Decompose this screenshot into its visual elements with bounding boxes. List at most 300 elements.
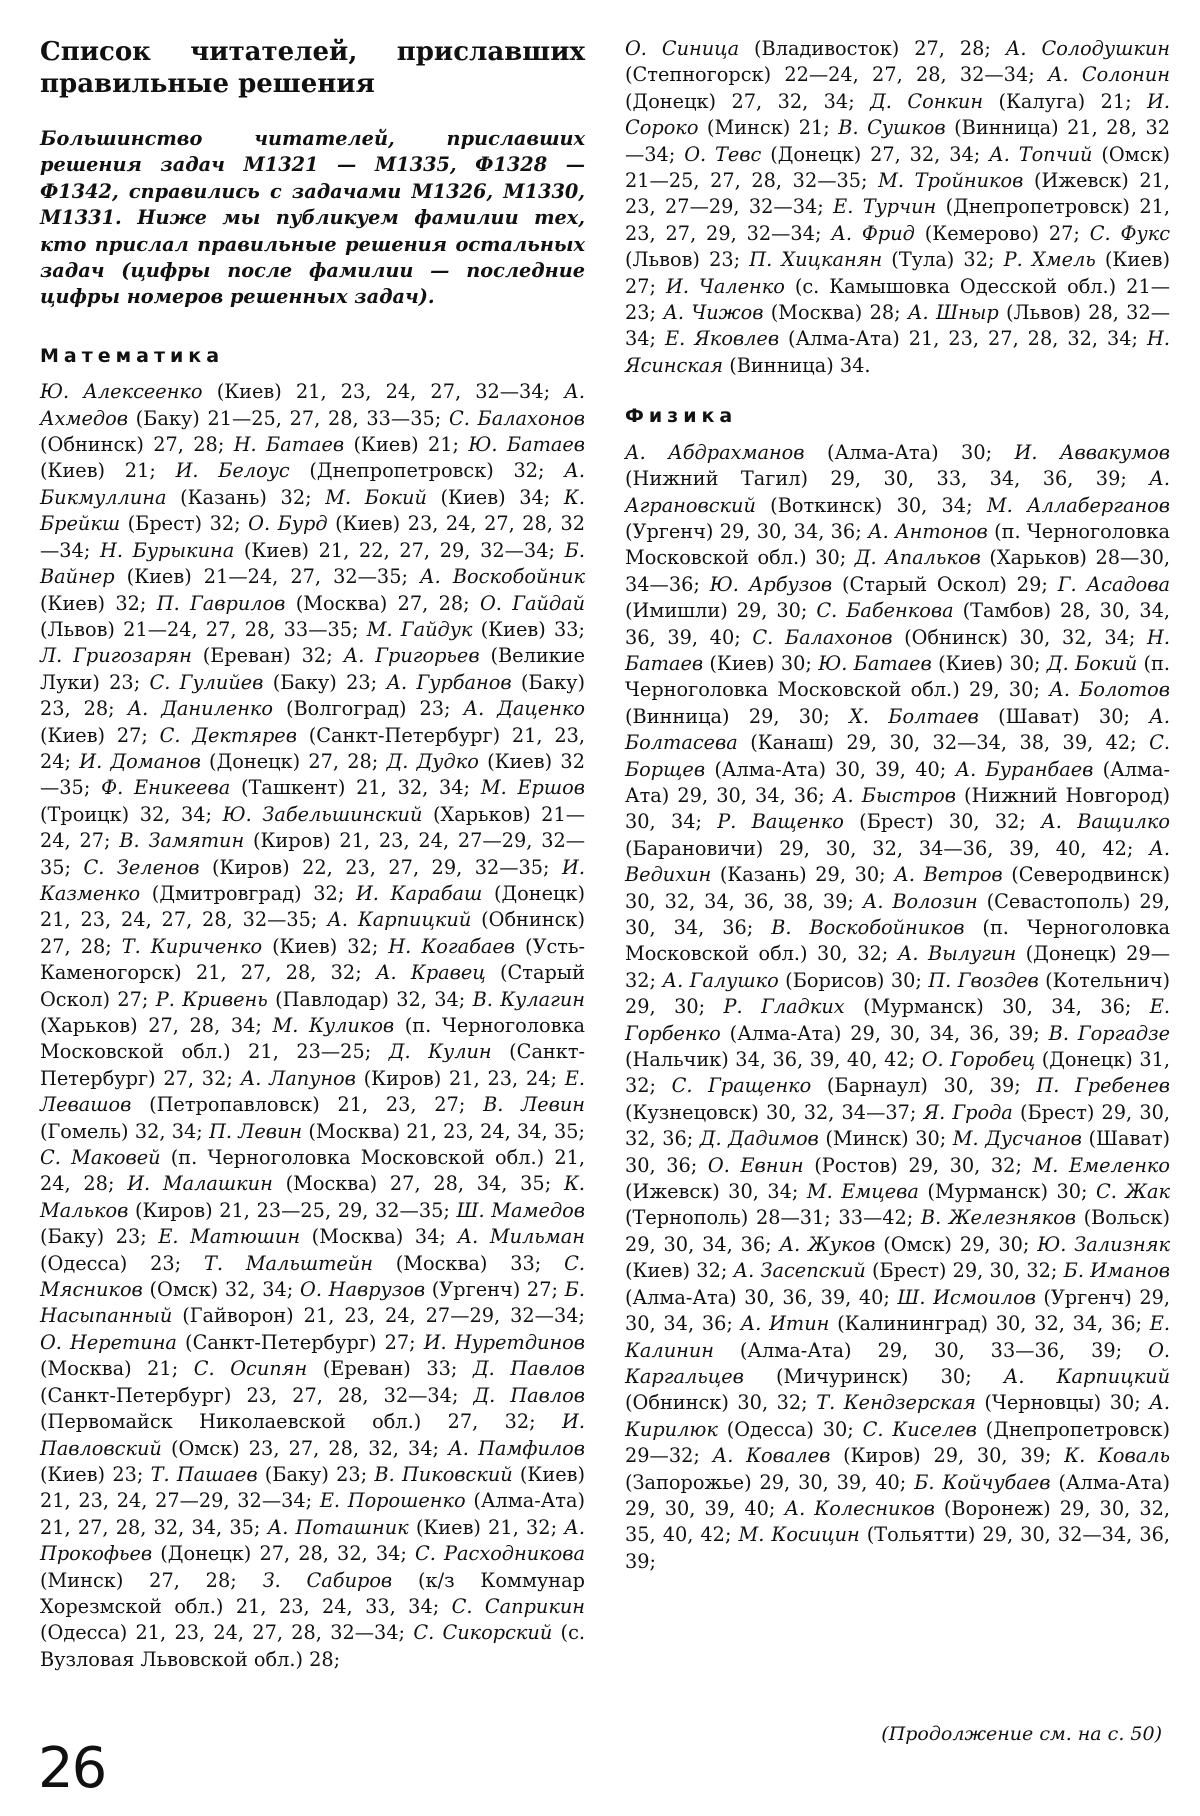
- reader-name: Ф. Еникеева: [101, 776, 231, 800]
- reader-entry: [662, 969, 928, 992]
- reader-details: (Петропавловск) 21, 23, 27;: [131, 1093, 484, 1117]
- reader-name: А. Поташник: [267, 1515, 409, 1539]
- reader-details: (Донецк) 21, 23, 24, 27, 28, 32—35;: [40, 881, 586, 932]
- reader-entry: [241, 1067, 565, 1090]
- reader-entry: [127, 1172, 564, 1195]
- reader-details: (Днепропетровск) 32;: [289, 459, 565, 483]
- reader-details: (с. Камышовка Одесской обл.) 21—23;: [625, 274, 1170, 325]
- reader-details: (п. Черноголовка Московской обл.) 21, 23—25;: [40, 1014, 585, 1064]
- reader-details: (с. Вузловая Львовской обл.) 28;: [40, 1621, 586, 1671]
- reader-details: (Ургенч) 29, 30, 34, 36;: [625, 519, 868, 543]
- reader-name: С. Саприкин: [451, 1594, 585, 1618]
- reader-name: Е. Турчин: [833, 195, 937, 219]
- reader-details: (Ургенч) 27;: [425, 1278, 565, 1302]
- reader-details: (Баку) 23;: [257, 1462, 375, 1486]
- reader-details: (Тамбов) 28, 30, 34, 36, 39, 40;: [625, 599, 1170, 649]
- reader-name: М. Тройников: [878, 169, 1024, 193]
- reader-name: А. Гурбанов: [386, 670, 512, 694]
- reader-name: А. Жуков: [779, 1232, 876, 1256]
- reader-details: (Днепропетровск) 21, 23, 27, 29, 32—34;: [625, 195, 1170, 245]
- reader-details: (Барановичи) 29, 30, 32, 34—36, 39, 40, 42;: [625, 836, 1150, 860]
- reader-details: (Минск) 27, 28;: [40, 1568, 263, 1592]
- reader-entry: [268, 1516, 565, 1539]
- reader-entry: [665, 327, 1147, 350]
- reader-details: (Казань) 32;: [166, 485, 326, 509]
- reader-details: (Обнинск) 30, 32, 34;: [892, 625, 1148, 649]
- reader-name: О. Наврузов: [300, 1278, 426, 1302]
- reader-entry: [325, 486, 564, 509]
- reader-details: (Винница) 21, 28, 32—34;: [625, 116, 1170, 166]
- reader-details: (Шават) 30, 36;: [625, 1127, 1171, 1177]
- reader-name: Д. Павлов: [472, 1357, 586, 1381]
- reader-name: Н. Батаев: [233, 433, 345, 457]
- reader-details: (Алма-Ата) 21, 23, 27, 28, 32, 34;: [779, 327, 1148, 351]
- continuation-note: (Продолжение см. на с. 50): [881, 1723, 1162, 1745]
- reader-details: (Киров) 21, 23, 24;: [355, 1066, 565, 1090]
- reader-name: Ю. Батаев: [818, 651, 932, 675]
- reader-name: Б. Насыпанный: [40, 1278, 585, 1328]
- reader-name: В. Железняков: [920, 1206, 1076, 1230]
- reader-details: (Алма-Ата) 29, 30, 34, 36;: [625, 757, 1170, 807]
- reader-name: С. Фукс: [1089, 221, 1171, 245]
- math-list-continued: [625, 36, 1170, 379]
- reader-name: Б. Иманов: [1063, 1259, 1170, 1283]
- reader-details: (Санкт-Петербург) 27, 32;: [40, 1040, 586, 1090]
- reader-name: М. Бокий: [325, 485, 427, 509]
- reader-name: П. Гаврилов: [156, 591, 286, 615]
- reader-details: (Омск) 21—25, 27, 28, 32—35;: [625, 142, 1171, 193]
- reader-name: А. Бикмуллина: [40, 459, 585, 509]
- reader-entry: [752, 626, 1147, 649]
- reader-entry: [684, 143, 989, 166]
- reader-entry: [625, 441, 1015, 464]
- reader-details: (Ижевск) 30, 34;: [625, 1180, 807, 1204]
- reader-name: А. Памфилов: [448, 1436, 585, 1460]
- reader-name: О. Синица: [625, 37, 740, 60]
- reader-entry: [708, 1154, 1033, 1177]
- reader-details: (Шават) 30;: [978, 704, 1150, 728]
- reader-entry: [749, 248, 1003, 271]
- reader-details: (Брест) 29, 30, 32, 36;: [625, 1100, 1170, 1151]
- reader-name: Р. Кривень: [155, 987, 268, 1011]
- reader-name: А. Шныр: [907, 301, 999, 325]
- reader-details: (Киев) 21, 23, 24, 27, 32—34;: [202, 380, 565, 404]
- reader-name: М. Аллаберганов: [986, 493, 1170, 517]
- reader-details: (Калуга) 21;: [983, 89, 1148, 113]
- reader-name: Д. Павлов: [473, 1383, 585, 1407]
- reader-name: С. Киселев: [862, 1417, 977, 1441]
- reader-details: (Одесса) 30;: [717, 1417, 863, 1441]
- reader-name: В. Воскобойников: [771, 916, 965, 939]
- reader-details: (Алма-Ата) 29, 30, 39, 40;: [625, 1470, 1170, 1520]
- reader-details: (Гайворон) 21, 23, 24, 27—29, 32—34;: [172, 1304, 585, 1328]
- reader-details: (Москва) 34;: [300, 1225, 458, 1249]
- reader-name: С. Гулийев: [149, 670, 264, 694]
- reader-name: Н. Ясинская: [625, 327, 1170, 377]
- reader-name: Е. Калинин: [625, 1312, 1170, 1362]
- reader-details: (Степногорск) 22—24, 27, 28, 32—34;: [625, 63, 1048, 87]
- reader-details: (Донецк) 31, 32;: [625, 1048, 1170, 1098]
- reader-details: (Обнинск) 27, 28;: [40, 433, 234, 457]
- reader-details: (Северодвинск) 30, 32, 34, 36, 38, 39;: [625, 863, 1170, 913]
- reader-details: (Киев) 21, 23, 24, 27—29, 32—34;: [40, 1462, 585, 1513]
- reader-details: (Ростов) 29, 30, 32;: [803, 1153, 1033, 1177]
- reader-name: А. Карпицкий: [327, 908, 472, 932]
- reader-name: А. Прокофьев: [40, 1515, 586, 1566]
- reader-name: Н. Когабаев: [388, 934, 516, 958]
- reader-name: А. Воскобойник: [420, 565, 585, 589]
- reader-name: А. Мильман: [457, 1225, 585, 1249]
- reader-name: Т. Кириченко: [121, 934, 263, 958]
- reader-entry: [128, 697, 464, 720]
- reader-name: М. Ершов: [480, 776, 585, 800]
- reader-name: А. Галушко: [662, 968, 779, 992]
- reader-name: А. Даценко: [463, 697, 586, 721]
- reader-details: (Канаш) 29, 30, 32—34, 38, 39, 42;: [737, 731, 1150, 755]
- reader-details: (Киев) 30;: [703, 651, 819, 675]
- reader-details: (Ургенч) 29, 30, 34, 36;: [625, 1285, 1170, 1336]
- reader-details: (Имишли) 29, 30;: [625, 599, 817, 623]
- reader-details: (Алма-Ата) 29, 30, 34, 36, 39;: [720, 1021, 1049, 1045]
- reader-details: (Одесса) 21, 23, 24, 27, 28, 32—34;: [40, 1621, 414, 1645]
- reader-name: М. Емцева: [806, 1180, 919, 1204]
- reader-name: А. Григорьев: [343, 644, 480, 668]
- reader-name: В. Левин: [483, 1093, 585, 1117]
- reader-name: А. Ветров: [894, 863, 1003, 887]
- reader-name: Е. Горбенко: [625, 995, 1171, 1045]
- reader-details: (Омск) 32, 34;: [142, 1278, 301, 1302]
- physics-list: [625, 440, 1170, 1575]
- reader-details: (Киев) 32;: [262, 934, 389, 958]
- reader-entry: [79, 750, 386, 773]
- reader-entry: [100, 539, 565, 562]
- reader-details: (Брест) 30, 32;: [843, 810, 1042, 834]
- math-list: [40, 379, 585, 1673]
- reader-entry: [157, 592, 480, 615]
- reader-name: В. Сушков: [838, 116, 946, 140]
- reader-details: (Дмитровград) 32;: [140, 881, 356, 905]
- reader-details: (Черновцы) 30;: [975, 1391, 1150, 1415]
- reader-details: (Нальчик) 34, 36, 39, 40, 42;: [625, 1048, 922, 1072]
- reader-entry: [84, 856, 563, 879]
- reader-details: (Киров) 21, 23, 24, 27—29, 32—35;: [40, 829, 586, 879]
- reader-details: (Киев) 21;: [344, 433, 469, 457]
- reader-details: (Ереван) 33;: [307, 1357, 473, 1381]
- reader-name: А. Быстров: [832, 783, 956, 807]
- reader-name: Б. Вайнер: [40, 538, 585, 589]
- reader-details: (Мурманск) 30;: [918, 1180, 1096, 1204]
- reader-details: (Казань) 29, 30;: [711, 863, 895, 887]
- reader-name: П. Гвоздев: [928, 968, 1039, 992]
- reader-name: К. Мальков: [40, 1172, 586, 1222]
- reader-name: Р. Гладких: [723, 995, 845, 1019]
- section-heading-physics: Физика: [625, 405, 738, 428]
- reader-entry: [780, 1233, 1038, 1256]
- reader-details: (Киев) 21, 32;: [408, 1515, 565, 1539]
- reader-details: (Воронеж) 29, 30, 32, 35, 40, 42;: [625, 1496, 1170, 1547]
- reader-name: А. Лапунов: [240, 1066, 356, 1090]
- reader-name: А. Солодушкин: [1005, 37, 1170, 60]
- reader-details: (Киев) 23;: [40, 1462, 151, 1486]
- reader-details: (Донецк) 27, 32, 34;: [625, 89, 871, 113]
- reader-details: (Алма-Ата) 30;: [804, 440, 1015, 464]
- reader-name: Д. Дадимов: [699, 1127, 819, 1151]
- reader-details: (Донецк) 29—32;: [625, 942, 1170, 992]
- reader-details: (Киев) 32—35;: [40, 749, 585, 800]
- reader-details: (Троицк) 32, 34;: [40, 802, 223, 826]
- reader-entry: [816, 1391, 1149, 1414]
- reader-entry: [713, 1444, 1065, 1467]
- reader-entry: [40, 644, 344, 667]
- reader-name: В. Пиковский: [374, 1462, 513, 1486]
- reader-entry: [150, 671, 387, 694]
- reader-name: С. Маковей: [40, 1146, 161, 1170]
- reader-details: (Нижний Тагил) 29, 30, 33, 34, 36, 39;: [625, 467, 1150, 491]
- reader-entry: [741, 1312, 1150, 1335]
- reader-details: (Владивосток) 27, 28;: [739, 37, 1006, 60]
- reader-entry: [870, 90, 1147, 113]
- reader-details: (Старый Оскол) 27;: [40, 961, 585, 1011]
- reader-entry: [807, 1180, 1096, 1203]
- reader-name: И. Павловский: [40, 1410, 585, 1460]
- reader-details: (Киев) 23, 24, 27, 28, 32—34;: [40, 512, 585, 562]
- reader-name: А. Буранбаев: [955, 757, 1094, 781]
- reader-details: (Вольск) 29, 30, 34, 36;: [625, 1206, 1171, 1256]
- reader-details: (Киев) 27;: [40, 723, 160, 747]
- reader-name: А. Ахмедов: [40, 380, 585, 430]
- reader-name: К. Коваль: [1064, 1444, 1170, 1468]
- reader-name: Х. Болтаев: [849, 704, 979, 728]
- reader-details: (Кузнецовск) 30, 32, 34—37;: [625, 1100, 924, 1124]
- reader-name: А. Итин: [740, 1312, 830, 1336]
- reader-details: (Киев) 21, 22, 27, 29, 32—34;: [234, 538, 565, 562]
- reader-name: О. Каргальцев: [625, 1338, 1170, 1388]
- reader-name: И. Нуретдинов: [423, 1330, 585, 1354]
- left-column: [40, 36, 585, 1673]
- reader-name: А. Чижов: [663, 301, 764, 325]
- reader-name: Е. Порошенко: [319, 1489, 466, 1513]
- reader-name: О. Тевс: [684, 142, 762, 166]
- reader-details: (Харьков) 21—24, 27;: [40, 802, 585, 853]
- reader-name: Л. Григозарян: [40, 644, 192, 668]
- reader-details: (Санкт-Петербург) 21, 23, 24;: [40, 723, 585, 773]
- reader-details: (Алма-Ата) 30, 39, 40;: [705, 757, 956, 781]
- reader-name: В. Кулагин: [472, 987, 585, 1011]
- reader-name: Т. Мальштейн: [203, 1251, 373, 1275]
- reader-details: (Баку) 21—25, 27, 28, 33—35;: [127, 406, 449, 430]
- reader-details: (Винница) 34.: [723, 353, 871, 377]
- reader-name: А. Солонин: [1047, 63, 1170, 87]
- reader-entry: [700, 1127, 953, 1150]
- reader-details: (Киров) 22, 23, 27, 29, 32—35;: [199, 855, 563, 879]
- reader-name: А. Засепский: [733, 1259, 866, 1283]
- reader-name: Т. Кендзерская: [816, 1391, 976, 1415]
- reader-name: А. Карпицкий: [1003, 1364, 1170, 1388]
- reader-name: М. Гайдук: [366, 617, 473, 641]
- reader-name: С. Гращенко: [671, 1074, 812, 1098]
- reader-name: Ю. Алексеенко: [40, 380, 203, 404]
- reader-details: (Гомель) 32, 34;: [40, 1119, 210, 1143]
- reader-details: (Первомайск Николаевской обл.) 27, 32;: [40, 1410, 563, 1434]
- reader-details: (Омск) 29, 30;: [875, 1232, 1038, 1256]
- reader-details: (Алма-Ата) 29, 30, 33—36, 39;: [713, 1338, 1149, 1362]
- reader-name: А. Абдрахманов: [625, 440, 805, 464]
- right-column: [625, 36, 1170, 1575]
- reader-name: А. Волозин: [862, 889, 978, 913]
- reader-name: А. Даниленко: [127, 697, 274, 721]
- reader-details: (Москва) 21, 23, 24, 34, 35;: [302, 1119, 585, 1143]
- reader-details: (Запорожье) 29, 30, 39, 40;: [625, 1470, 915, 1494]
- reader-name: З. Сабиров: [262, 1568, 393, 1592]
- reader-details: (Павлодар) 32, 34;: [267, 987, 473, 1011]
- reader-name: С. Бабенкова: [816, 599, 954, 623]
- reader-details: (Ижевск) 21, 23, 27—29, 32—34;: [625, 169, 1171, 219]
- reader-name: С. Жак: [1095, 1180, 1170, 1204]
- reader-entry: [663, 301, 908, 324]
- reader-entry: [717, 810, 1041, 833]
- reader-name: П. Гребенев: [1036, 1074, 1170, 1098]
- reader-name: И. Белоус: [175, 459, 290, 483]
- reader-details: (Брест) 29, 30, 32;: [865, 1259, 1064, 1283]
- reader-details: (Одесса) 23;: [40, 1251, 204, 1275]
- reader-details: (Москва) 27, 28, 34, 35;: [272, 1172, 564, 1196]
- reader-name: М. Дусчанов: [952, 1127, 1082, 1151]
- reader-details: (Кемерово) 27;: [914, 221, 1090, 245]
- reader-name: И. Сороко: [625, 89, 1170, 140]
- reader-name: С. Балахонов: [752, 625, 893, 649]
- reader-name: Б. Койчубаев: [914, 1470, 1051, 1494]
- reader-details: (Обнинск) 27, 28;: [40, 908, 585, 958]
- reader-name: Д. Апальков: [854, 546, 981, 570]
- reader-name: Ш. Исмоилов: [897, 1285, 1036, 1309]
- reader-name: Р. Ващенко: [717, 810, 844, 834]
- reader-entry: [724, 995, 1150, 1018]
- reader-name: С. Борщев: [625, 731, 1170, 781]
- reader-details: (Донецк) 27, 28;: [200, 749, 387, 773]
- reader-details: (п. Черноголовка Московской обл.) 30;: [625, 519, 1170, 570]
- reader-name: А. Топчий: [989, 142, 1093, 166]
- reader-entry: [194, 1357, 473, 1380]
- reader-name: С. Дектярев: [159, 723, 297, 747]
- reader-name: В. Замятин: [119, 829, 245, 853]
- reader-details: (Санкт-Петербург) 27;: [176, 1330, 424, 1354]
- reader-details: (Алма-Ата) 21, 27, 28, 32, 34, 35;: [40, 1489, 585, 1539]
- reader-name: П. Хицканян: [749, 248, 883, 272]
- intro-paragraph: Большинство читателей, приславших решения задач М1321 — М1335, Ф1328 — Ф1342, справились с задачами М1326, М1330, М1331. Ниже мы публикуем фамилии тех, кто прислал правильные решения остальных задач (цифры после фамилии — последние цифры номеров решенных задач).: [40, 127, 585, 309]
- reader-details: (п. Черноголовка Московской обл.) 29, 30;: [625, 651, 1170, 702]
- reader-name: А. Колесников: [784, 1496, 935, 1520]
- reader-details: (Волгоград) 23;: [273, 697, 464, 721]
- reader-details: (Москва) 33;: [372, 1251, 565, 1275]
- reader-name: Г. Асадова: [1057, 572, 1170, 596]
- reader-entry: [831, 222, 1089, 245]
- reader-details: (Ташкент) 21, 32, 34;: [230, 776, 481, 800]
- reader-entry: [625, 37, 1006, 60]
- reader-name: А. Фрид: [831, 221, 915, 245]
- reader-entry: [158, 1225, 457, 1248]
- reader-name: И. Аввакумов: [1014, 440, 1170, 464]
- reader-details: (Киев) 32;: [625, 1259, 734, 1283]
- reader-details: (Киев) 21;: [40, 459, 176, 483]
- reader-details: (Котельнич) 29, 30;: [625, 968, 1170, 1019]
- reader-details: (Львов) 28, 32—34;: [625, 301, 1170, 351]
- reader-name: А. Болотов: [1049, 678, 1170, 702]
- reader-details: (Киев) 33;: [472, 617, 586, 641]
- reader-name: О. Неретина: [40, 1330, 177, 1354]
- reader-details: (Винница) 29, 30;: [625, 704, 850, 728]
- reader-name: О. Бурд: [248, 512, 328, 536]
- reader-details: (Барнаул) 30, 39;: [811, 1074, 1037, 1098]
- reader-name: О. Евнин: [707, 1153, 804, 1177]
- reader-details: (Минск) 21;: [698, 116, 839, 140]
- reader-entry: [122, 935, 389, 958]
- reader-name: А. Аграновский: [625, 467, 1170, 517]
- reader-details: (Севастополь) 29, 30, 34, 36;: [625, 889, 1170, 939]
- reader-name: Н. Батаев: [625, 625, 1170, 675]
- reader-details: (Киров) 21, 23—25, 29, 32—35;: [128, 1198, 457, 1222]
- reader-details: (Воткинск) 30, 34;: [755, 493, 987, 517]
- reader-name: Е. Матюшин: [158, 1225, 301, 1249]
- reader-details: (Мичуринск) 30;: [743, 1364, 1004, 1388]
- reader-details: (Киев) 21—24, 27, 32—35;: [114, 565, 421, 589]
- reader-name: В. Горгадзе: [1048, 1021, 1170, 1045]
- reader-name: Ш. Мамедов: [456, 1198, 585, 1222]
- page-number: 26: [38, 1736, 106, 1801]
- reader-name: Е. Яковлев: [665, 327, 780, 351]
- reader-details: (Киров) 29, 30, 39;: [830, 1444, 1065, 1468]
- reader-name: Д. Сонкин: [870, 89, 984, 113]
- reader-entry: [672, 1074, 1037, 1097]
- reader-name: Н. Бурыкина: [100, 538, 235, 562]
- reader-name: Д. Бокий: [1046, 651, 1138, 675]
- reader-details: (Львов) 23;: [625, 248, 750, 272]
- reader-name: И. Казменко: [40, 855, 585, 905]
- reader-details: (Киев) 32;: [40, 591, 157, 615]
- reader-name: А. Болтасева: [625, 704, 1171, 755]
- reader-entry: [710, 573, 1058, 596]
- section-spacer: [625, 379, 1170, 403]
- reader-details: (Калининград) 30, 32, 34, 36;: [829, 1312, 1150, 1336]
- reader-details: (Москва) 27, 28;: [285, 591, 480, 615]
- reader-details: (Алма-Ата) 30, 36, 39, 40;: [625, 1285, 898, 1309]
- reader-details: (Ереван) 32;: [191, 644, 344, 668]
- reader-details: (Минск) 30;: [818, 1127, 953, 1151]
- reader-entry: [176, 459, 565, 482]
- reader-name: С. Балахонов: [448, 406, 585, 430]
- reader-name: С. Мясников: [40, 1251, 585, 1302]
- reader-entry: [300, 1278, 565, 1301]
- reader-name: С. Зеленов: [83, 855, 200, 879]
- reader-details: (Омск) 23, 27, 28, 32, 34;: [161, 1436, 449, 1460]
- reader-details: (Нижний Новгород) 30, 34;: [625, 783, 1170, 834]
- reader-name: Д. Дудко: [386, 749, 479, 773]
- reader-details: (Киев) 27;: [625, 248, 1170, 298]
- reader-details: (Борисов) 30;: [778, 968, 929, 992]
- reader-entry: [818, 652, 1047, 675]
- reader-details: (п. Черноголовка Московской обл.) 30, 32;: [625, 916, 1170, 966]
- reader-name: А. Ковалев: [712, 1444, 831, 1468]
- reader-name: Р. Хмель: [1003, 248, 1096, 272]
- reader-details: (Тольятти) 29, 30, 32—34, 36, 39;: [625, 1523, 1170, 1573]
- reader-details: (Киев) 34;: [426, 485, 564, 509]
- reader-name: Ю. Батаев: [468, 433, 585, 457]
- reader-name: П. Левин: [209, 1119, 303, 1143]
- reader-details: (Донецк) 27, 32, 34;: [761, 142, 990, 166]
- reader-name: И. Малашкин: [127, 1172, 273, 1196]
- reader-details: (Киев) 30;: [931, 651, 1047, 675]
- reader-entry: [204, 1252, 564, 1275]
- reader-name: Ю. Забельшинский: [222, 802, 423, 826]
